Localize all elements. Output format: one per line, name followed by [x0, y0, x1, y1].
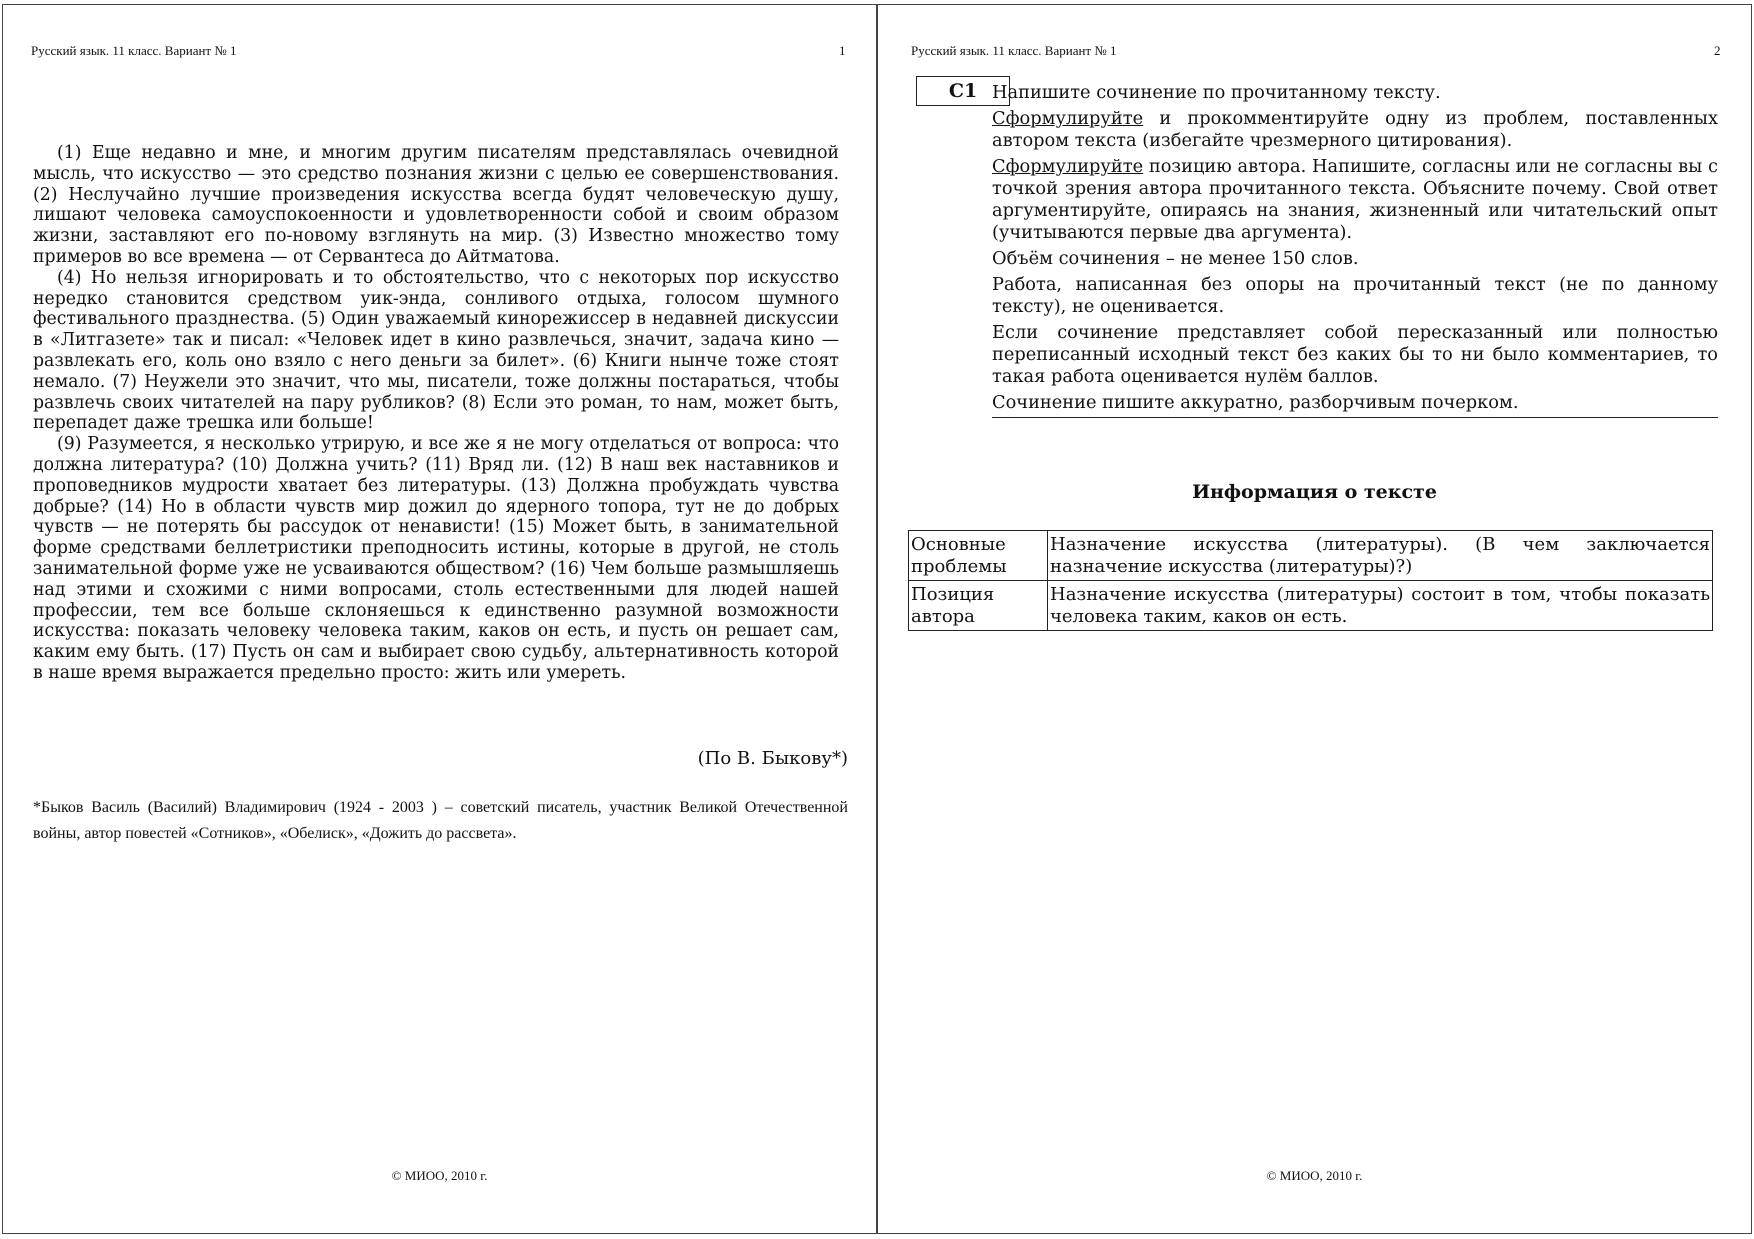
info-title: Информация о тексте	[1192, 481, 1437, 503]
task-instructions	[992, 82, 1718, 418]
left-page	[2, 4, 877, 1234]
table-cell-value: Назначение искусства (литературы). (В чем заключается назначение искусства (литературы)?)	[1048, 531, 1713, 581]
task-volume: Объём сочинения – не менее 150 слов.	[992, 248, 1359, 269]
text-paragraph-3: (9) Разумеется, я несколько утрирую, и все же я не могу отделаться от вопроса: что должна литература? (10) Должна учить? (11) Вряд ли. (12) В наш век наставников и проповедников мудрости хватает без литературы. (13) Должна пробуждать чувства добрые? (14) Но в области чувств мир дожил до ядерного топора, тут не до добрых чувств — не потерять бы рассудок от ненависти! (15) Может быть, в занимательной форме средствами беллетристики преподносить истины, которые в другой, не столь занимательной форме уже не усваиваются обществом? (16) Чем больше размышляешь над этими и схожими с ними вопросами, столь естественными для людей нашей профессии, тем все больше склоняешься к единственно разумной возможности искусства: показать человеку человека таким, каков он есть, и пусть он решает сам, каким ему быть. (17) Пусть он сам и выбирает свою судьбу, альтернативность которой в наше время выражается предельно просто: жить или умереть.	[33, 434, 839, 683]
page-number: 2	[1714, 43, 1721, 58]
page-footer: © МИОО, 2010 г.	[391, 1168, 488, 1183]
task-neat: Сочинение пишите аккуратно, разборчивым почерком.	[992, 392, 1519, 413]
table-row	[909, 581, 1713, 631]
task-retelling: Если сочинение представляет собой пересказанный или полностью переписанный исходный текст без каких бы то ни было комментариев, то такая работа оценивается нулём баллов.	[992, 322, 1718, 387]
task-text: и прокомментируйте одну из проблем, поставленных автором текста (избегайте чрезмерного цитирования).	[992, 108, 1718, 151]
right-page	[877, 4, 1752, 1234]
table-cell-value: Назначение искусства (литературы) состоит в том, чтобы показать человека таким, каков он есть.	[1048, 581, 1713, 631]
source-text	[33, 143, 839, 684]
table-cell-label: Основные проблемы	[909, 531, 1048, 581]
task-point-problem	[992, 108, 1718, 152]
text-attribution: (По В. Быкову*)	[697, 748, 848, 769]
task-keyword: Сформулируйте	[992, 108, 1144, 129]
page-number: 1	[839, 43, 846, 58]
task-text: позицию автора. Напишите, согласны или не согласны вы с точкой зрения автора прочитанного текста. Объясните почему. Свой ответ аргументируйте, опираясь на знания, жизненный или читательский опыт (учитываются первые два аргумента).	[992, 156, 1718, 243]
task-label-box: С1	[916, 76, 1010, 106]
task-no-support: Работа, написанная без опоры на прочитанный текст (не по данному тексту), не оценивается.	[992, 274, 1718, 317]
text-paragraph-2: (4) Но нельзя игнорировать и то обстоятельство, что с некоторых пор искусство нередко становится средством уик-энда, сонливого отдыха, голосом шумного фестивального празднества. (5) Один уважаемый кинорежиссер в недавней дискуссии в «Литгазете» так и писал: «Человек идет в кино развлечься, значит, задача кино — развлекать его, коль оно взяло с него деньги за билет». (6) Книги нынче тоже стоят немало. (7) Неужели это значит, что мы, писатели, тоже должны постараться, чтобы развлечь своих читателей на пару рубликов? (8) Если это роман, то нам, может быть, перепадет даже трешка или больше!	[33, 267, 839, 434]
task-intro: Напишите сочинение по прочитанному тексту.	[992, 82, 1441, 103]
task-keyword: Сформулируйте	[992, 156, 1144, 177]
task-point-position	[992, 156, 1718, 244]
page-header-title: Русский язык. 11 класс. Вариант № 1	[31, 43, 237, 58]
page-header-title: Русский язык. 11 класс. Вариант № 1	[911, 43, 1117, 58]
info-table	[908, 530, 1713, 631]
table-cell-label: Позиция автора	[909, 581, 1048, 631]
page-footer: © МИОО, 2010 г.	[1266, 1168, 1363, 1183]
author-footnote: *Быков Василь (Василий) Владимирович (1924 - 2003 ) – советский писатель, участник Великой Отечественной войны, автор повестей «Сотников», «Обелиск», «Дожить до рассвета».	[33, 799, 848, 842]
table-row	[909, 531, 1713, 581]
text-paragraph-1: (1) Еще недавно и мне, и многим другим писателям представлялась очевидной мысль, что искусство — это средство познания жизни с целью ее совершенствования. (2) Неслучайно лучшие произведения искусства всегда будят человеческую душу, лишают человека самоуспокоенности и удовлетворенности собой и своим образом жизни, заставляют его по-новому взглянуть на мир. (3) Известно множество тому примеров во все времена — от Сервантеса до Айтматова.	[33, 143, 839, 267]
